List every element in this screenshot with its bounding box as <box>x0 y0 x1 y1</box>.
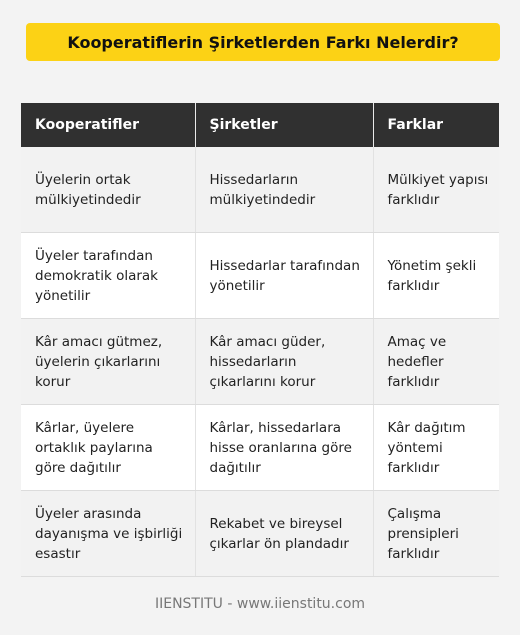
table-cell: Üyelerin ortak mülkiyetindedir <box>21 147 195 233</box>
table-row <box>21 319 499 405</box>
table-row <box>21 233 499 319</box>
table-cell: Kâr amacı gütmez, üyelerin çıkarlarını korur <box>21 319 195 405</box>
footer-credit: IIENSTITU - www.iienstitu.com <box>154 596 366 612</box>
table-cell: Üyeler arasında dayanışma ve işbirliği esastır <box>21 491 195 577</box>
table-cell: Hissedarların mülkiyetindedir <box>195 147 373 233</box>
table-row <box>21 491 499 577</box>
table-cell: Kârlar, hissedarlara hisse oranlarına göre dağıtılır <box>195 405 373 491</box>
table-row <box>21 147 499 233</box>
table-cell: Amaç ve hedefler farklıdır <box>373 319 499 405</box>
page-title: Kooperatiflerin Şirketlerden Farkı Nelerdir? <box>67 32 459 52</box>
comparison-table <box>21 103 499 577</box>
table-row <box>21 405 499 491</box>
table-cell: Çalışma prensipleri farklıdır <box>373 491 499 577</box>
table-cell: Kâr dağıtım yöntemi farklıdır <box>373 405 499 491</box>
table-cell: Kârlar, üyelere ortaklık paylarına göre dağıtılır <box>21 405 195 491</box>
table-cell: Hissedarlar tarafından yönetilir <box>195 233 373 319</box>
title-banner <box>26 23 500 61</box>
table-cell: Mülkiyet yapısı farklıdır <box>373 147 499 233</box>
table-cell: Yönetim şekli farklıdır <box>373 233 499 319</box>
column-header-companies: Şirketler <box>195 103 373 147</box>
table-cell: Rekabet ve bireysel çıkarlar ön plandadır <box>195 491 373 577</box>
table-header-row <box>21 103 499 147</box>
column-header-cooperatives: Kooperatifler <box>21 103 195 147</box>
column-header-differences: Farklar <box>373 103 499 147</box>
table-cell: Üyeler tarafından demokratik olarak yönetilir <box>21 233 195 319</box>
table-cell: Kâr amacı güder, hissedarların çıkarlarını korur <box>195 319 373 405</box>
